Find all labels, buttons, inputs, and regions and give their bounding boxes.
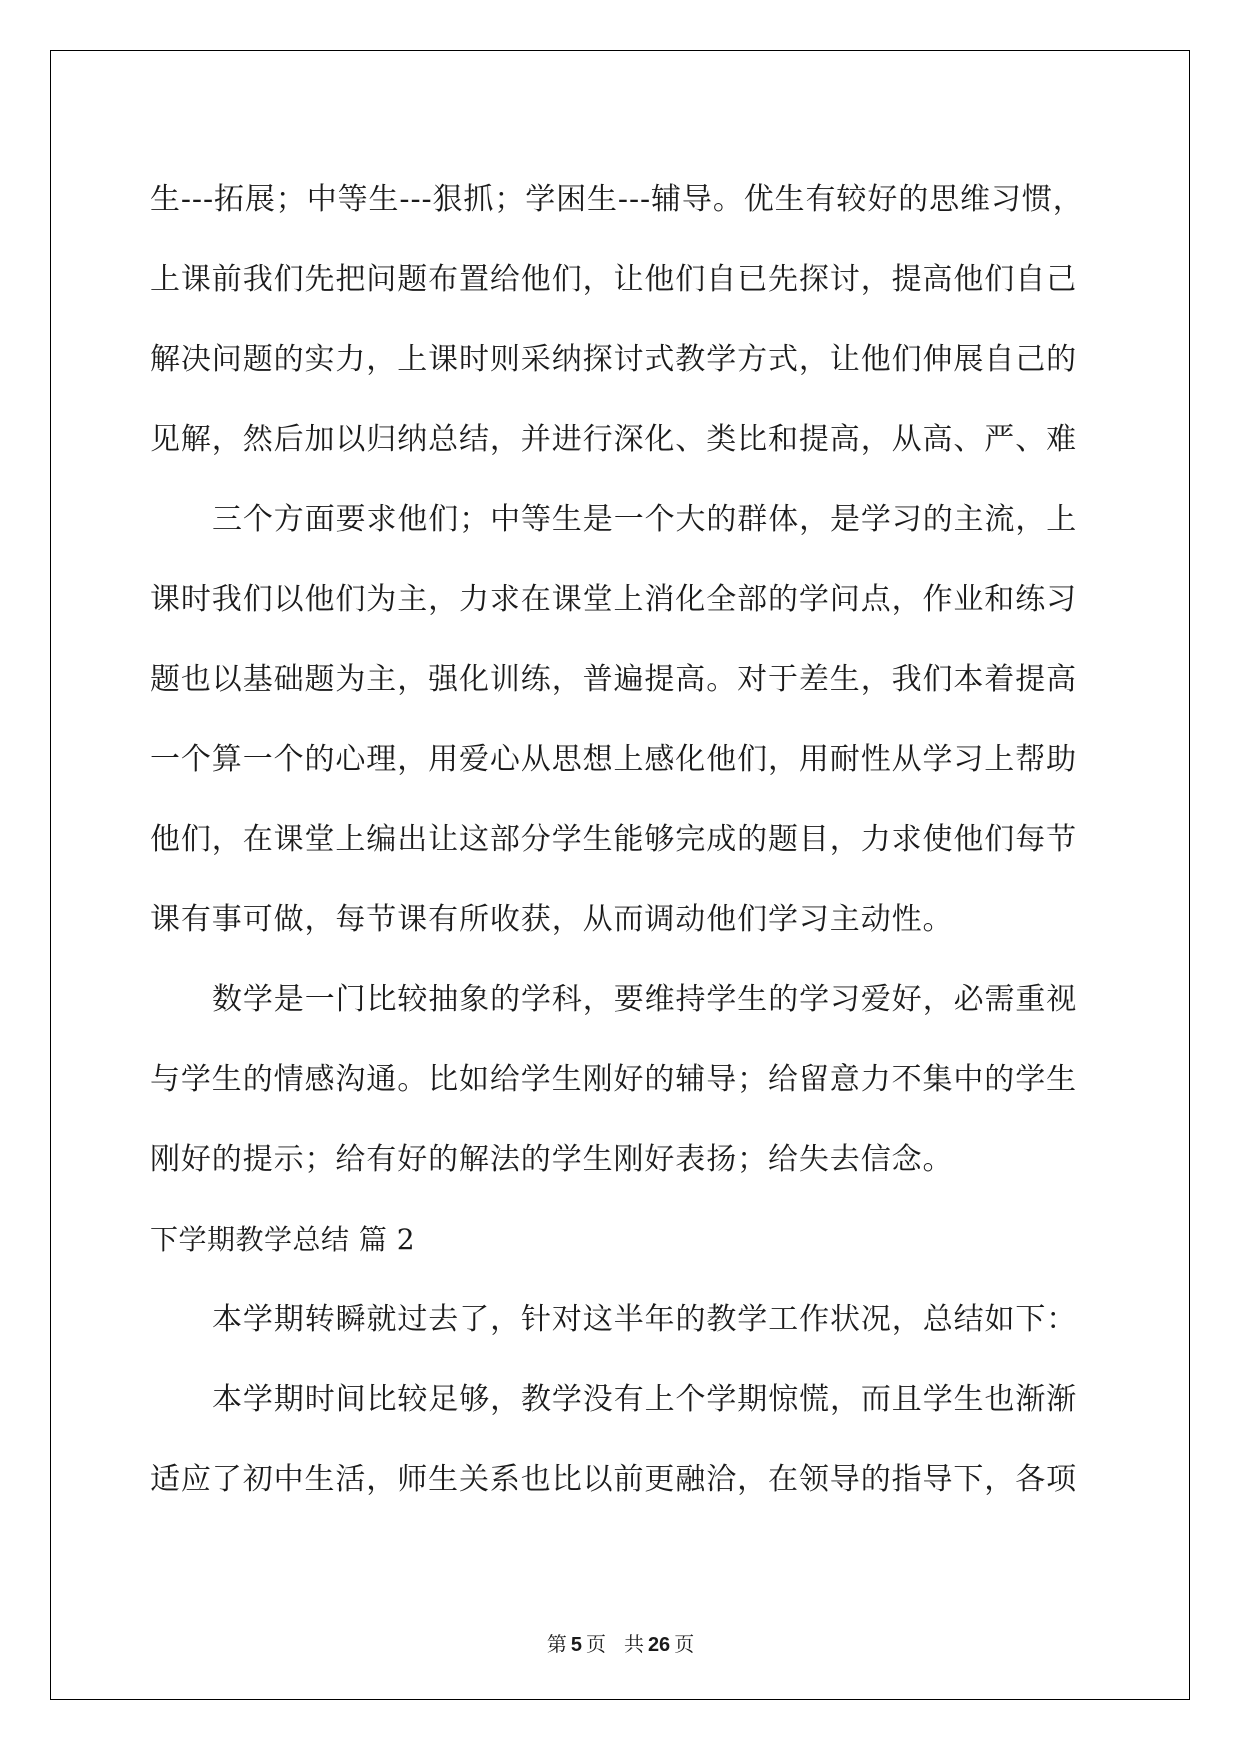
text-line-2: 上课前我们先把问题布置给他们，让他们自已先探讨，提高他们自己 <box>150 262 1077 297</box>
text-line-4: 见解，然后加以归纳总结，并进行深化、类比和提高，从高、严、难 <box>150 422 1077 457</box>
total-pages: 26 <box>647 1634 671 1656</box>
text-line-10: 课有事可做，每节课有所收获，从而调动他们学习主动性。 <box>150 902 954 937</box>
text-line-15: 本学期转瞬就过去了，针对这半年的教学工作状况，总结如下： <box>212 1302 1078 1337</box>
text-line-11: 数学是一门比较抽象的学科，要维持学生的学习爱好，必需重视 <box>212 982 1078 1017</box>
page-suffix: 页 <box>585 1632 606 1656</box>
page-footer <box>0 1628 1241 1657</box>
text-line-6: 课时我们以他们为主，力求在课堂上消化全部的学问点，作业和练习 <box>150 582 1077 617</box>
text-line-8: 一个算一个的心理，用爱心从思想上感化他们，用耐性从学习上帮助 <box>150 742 1077 777</box>
document-body <box>150 160 1090 1520</box>
text-line-5: 三个方面要求他们；中等生是一个大的群体，是学习的主流，上 <box>212 502 1078 537</box>
section-heading: 下学期教学总结 篇 2 <box>150 1223 416 1256</box>
text-line-12: 与学生的情感沟通。比如给学生刚好的辅导；给留意力不集中的学生 <box>150 1062 1077 1097</box>
total-suffix: 页 <box>674 1632 695 1656</box>
text-line-16: 本学期时间比较足够，教学没有上个学期惊慌，而且学生也渐渐 <box>212 1382 1078 1417</box>
total-prefix: 共 <box>623 1632 644 1656</box>
text-line-13: 刚好的提示；给有好的解法的学生刚好表扬；给失去信念。 <box>150 1142 954 1177</box>
text-line-7: 题也以基础题为主，强化训练，普遍提高。对于差生，我们本着提高 <box>150 662 1077 697</box>
text-line-9: 他们，在课堂上编出让这部分学生能够完成的题目，力求使他们每节 <box>150 822 1077 857</box>
text-line-3: 解决问题的实力，上课时则采纳探讨式教学方式，让他们伸展自己的 <box>150 342 1077 377</box>
page-number: 5 <box>570 1634 582 1656</box>
text-line-1: 生---拓展；中等生---狠抓；学困生---辅导。优生有较好的思维习惯， <box>150 182 1084 217</box>
text-line-17: 适应了初中生活，师生关系也比以前更融洽，在领导的指导下，各项 <box>150 1462 1077 1497</box>
page-prefix: 第 <box>546 1632 567 1656</box>
